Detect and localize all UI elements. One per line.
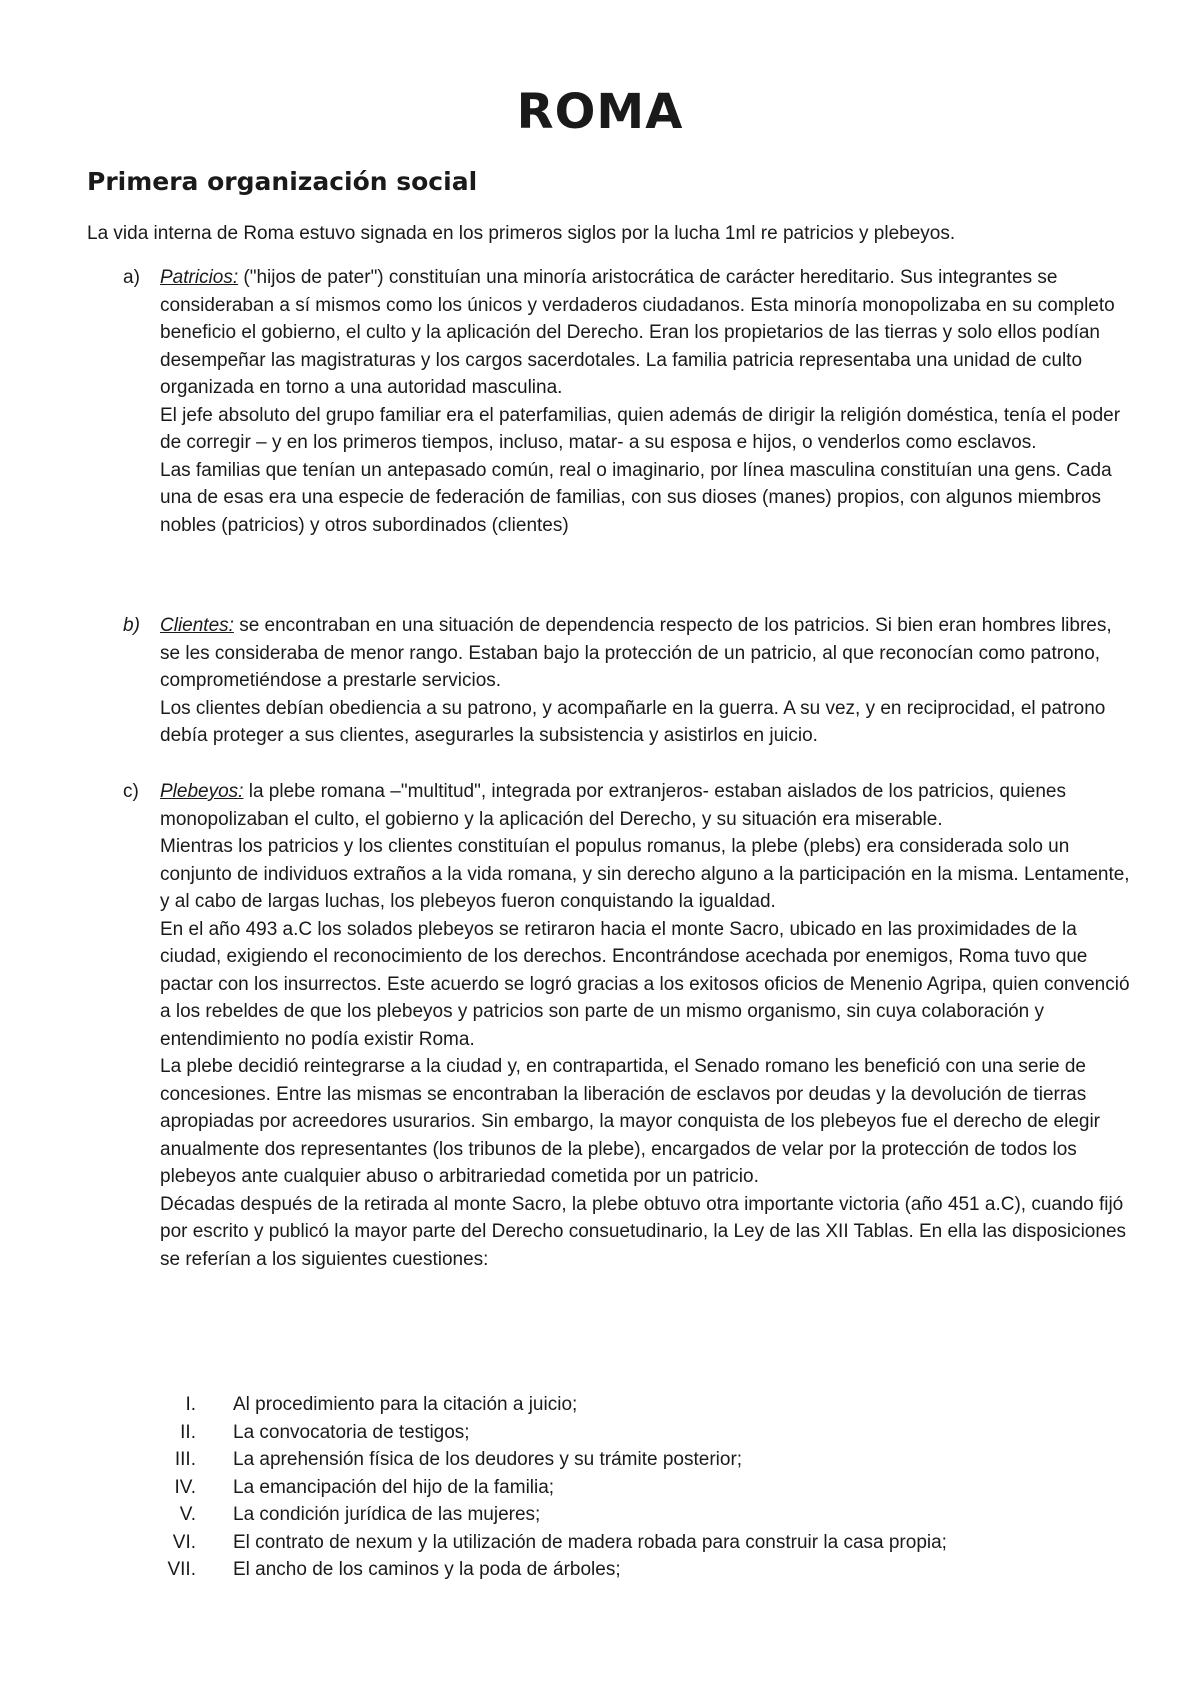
list-item-text: El ancho de los caminos y la poda de árboles;: [233, 1559, 621, 1580]
list-item-text: La aprehensión física de los deudores y su trámite posterior;: [233, 1449, 743, 1470]
paragraph-text: ("hijos de pater") constituían una minoría aristocrática de carácter hereditario. Sus integrantes se consideraban a sí mismos como los únicos y verdaderos ciudadanos. Esta minoría monopolizaba en su completo beneficio el gobierno, el culto y la aplicación del Derecho. Eran los propietarios de las tierras y solo ellos podían desempeñar las magistraturas y los cargos sacerdotales. La familia patricia representaba una unidad de culto organizada en torno a una autoridad masculina.: [160, 267, 1115, 398]
list-item: [0, 1391, 1200, 1419]
list-marker: b): [123, 615, 140, 636]
paragraph: [160, 264, 1130, 402]
paragraph-text: se encontraban en una situación de dependencia respecto de los patricios. Si bien eran hombres libres, se les consideraba de menor rango. Estaban bajo la protección de un patricio, al que reconocían como patrono, comprometiéndose a prestarle servicios.: [160, 615, 1112, 691]
roman-numeral: V.: [179, 1504, 196, 1525]
list-item-text: La condición jurídica de las mujeres;: [233, 1504, 541, 1525]
paragraph: El jefe absoluto del grupo familiar era el paterfamilias, quien además de dirigir la religión doméstica, tenía el poder de corregir – y en los primeros tiempos, incluso, matar- a su esposa e hijos, o venderlos como esclavos.: [160, 404, 1121, 453]
paragraph-text: la plebe romana –"multitud", integrada por extranjeros- estaban aislados de los patricios, quienes monopolizaban el culto, el gobierno y la aplicación del Derecho, y su situación era miserable.: [160, 781, 1066, 830]
list-item-patricios: [0, 264, 1200, 539]
paragraph: La plebe decidió reintegrarse a la ciudad y, en contrapartida, el Senado romano les benefició con una serie de concesiones. Entre las mismas se encontraban la liberación de esclavos por deudas y la devolución de tierras apropiadas por acreedores usurarios. Sin embargo, la mayor conquista de los plebeyos fue el derecho de elegir anualmente dos representantes (los tribunos de la plebe), encargados de velar por la protección de todos los plebeyos ante cualquier abuso o arbitrariedad cometida por un patricio.: [160, 1056, 1100, 1187]
paragraph: En el año 493 a.C los solados plebeyos se retiraron hacia el monte Sacro, ubicado en las proximidades de la ciudad, exigiendo el reconocimiento de los derechos. Encontrándose acechada por enemigos, Roma tuvo que pactar con los insurrectos. Este acuerdo se logró gracias a los exitosos oficios de Menenio Agripa, quien convenció a los rebeldes de que los plebeyos y patricios son parte de un mismo organismo, sin cuya colaboración y entendimiento no podía existir Roma.: [160, 918, 1130, 1050]
list-item: [0, 1529, 1200, 1557]
roman-numeral: VII.: [167, 1559, 196, 1580]
roman-numeral: II.: [180, 1421, 196, 1443]
paragraph: Los clientes debían obediencia a su patrono, y acompañarle en la guerra. A su vez, y en reciprocidad, el patrono debía proteger a sus clientes, asegurarles la subsistencia y asistirlos en juicio.: [160, 697, 1106, 746]
roman-numeral: VI.: [172, 1531, 196, 1553]
term-plebeyos: Plebeyos:: [160, 781, 244, 802]
list-item-text: La convocatoria de testigos;: [233, 1421, 470, 1443]
tablas-list: [0, 1391, 1200, 1584]
list-marker: c): [123, 781, 139, 802]
paragraph: Las familias que tenían un antepasado común, real o imaginario, por línea masculina constituían una gens. Cada una de esas era una especie de federación de familias, con sus dioses (manes) propios, con algunos miembros nobles (patricios) y otros subordinados (clientes): [160, 459, 1112, 536]
list-item: [0, 1501, 1200, 1529]
roman-numeral: IV.: [174, 1476, 196, 1498]
paragraph: Décadas después de la retirada al monte Sacro, la plebe obtuvo otra importante victoria (año 451 a.C), cuando fijó por escrito y publicó la mayor parte del Derecho consuetudinario, la Ley de las XII Tablas. En ella las disposiciones se referían a los siguientes cuestiones:: [160, 1193, 1127, 1270]
roman-numeral: III.: [174, 1449, 196, 1470]
paragraph: [160, 778, 1130, 833]
list-item: [0, 1446, 1200, 1474]
list-item: [0, 1556, 1200, 1584]
list-item-clientes: [0, 612, 1200, 750]
term-clientes: Clientes:: [160, 615, 234, 636]
term-patricios: Patricios:: [160, 267, 239, 288]
paragraph: [160, 612, 1130, 695]
list-item-text: El contrato de nexum y la utilización de madera robada para construir la casa propia;: [233, 1531, 947, 1553]
list-item: [0, 1419, 1200, 1447]
list-item-text: La emancipación del hijo de la familia;: [233, 1476, 555, 1498]
document-title: ROMA: [516, 84, 684, 140]
list-item: [0, 1474, 1200, 1502]
roman-numeral: I.: [185, 1394, 196, 1415]
list-item-plebeyos: [0, 778, 1200, 1273]
intro-paragraph: La vida interna de Roma estuvo signada en los primeros siglos por la lucha 1ml re patricios y plebeyos.: [87, 223, 956, 244]
paragraph: Mientras los patricios y los clientes constituían el populus romanus, la plebe (plebs) era considerada solo un conjunto de individuos extraños a la vida romana, y sin derecho alguno a la participación en la misma. Lentamente, y al cabo de largas luchas, los plebeyos fueron conquistando la igualdad.: [160, 836, 1130, 912]
section-heading: Primera organización social: [87, 167, 478, 196]
list-marker: a): [123, 267, 140, 288]
list-item-text: Al procedimiento para la citación a juicio;: [233, 1394, 578, 1415]
